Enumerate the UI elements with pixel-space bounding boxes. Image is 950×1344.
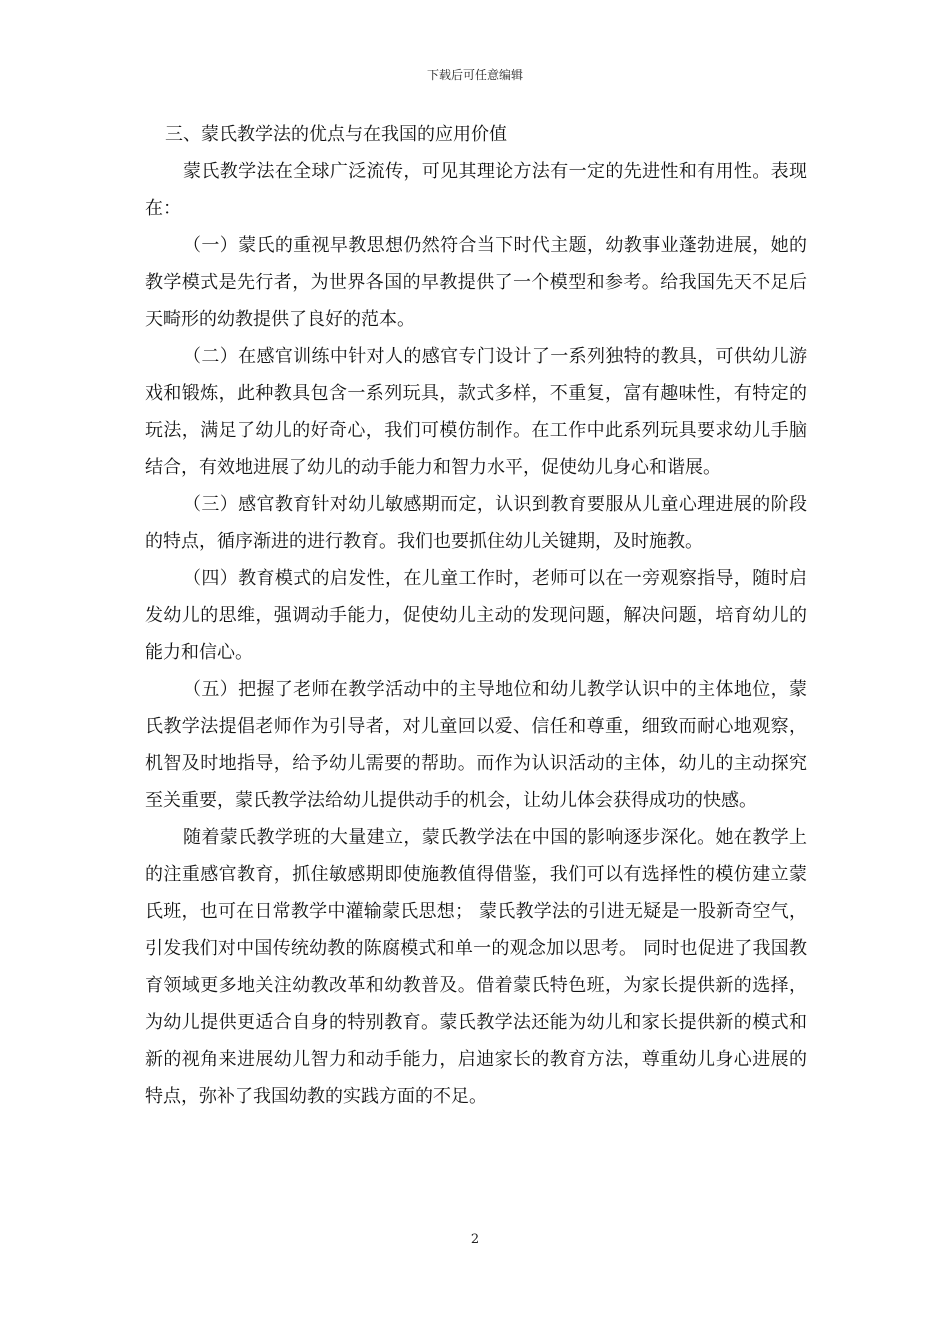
- page-header: 下载后可任意编辑: [426, 68, 523, 82]
- paragraph-point-5: （五）把握了老师在教学活动中的主导地位和幼儿教学认识中的主体地位，蒙氏教学法提倡老师作为引导者，对儿童回以爱、信任和尊重，细致而耐心地观察，机智及时地指导，给予幼儿需要的帮助。而作为认识活动的主体，幼儿的主动探究至关重要，蒙氏教学法给幼儿提供动手的机会，让幼儿体会获得成功的快感。: [145, 679, 807, 811]
- paragraph-intro: 蒙氏教学法在全球广泛流传，可见其理论方法有一定的先进性和有用性。表现在：: [145, 161, 807, 219]
- document-body: [145, 116, 807, 1115]
- section-heading: 三、蒙氏教学法的优点与在我国的应用价值: [165, 124, 507, 145]
- page-number: 2: [470, 1232, 480, 1247]
- paragraph-point-1: （一）蒙氏的重视早教思想仍然符合当下时代主题，幼教事业蓬勃进展，她的教学模式是先行者，为世界各国的早教提供了一个模型和参考。给我国先天不足后天畸形的幼教提供了良好的范本。: [145, 235, 807, 330]
- paragraph-conclusion: 随着蒙氏教学班的大量建立，蒙氏教学法在中国的影响逐步深化。她在教学上的注重感官教育，抓住敏感期即使施教值得借鉴，我们可以有选择性的模仿建立蒙氏班，也可在日常教学中灌输蒙氏思想； 蒙氏教学法的引进无疑是一股新奇空气，引发我们对中国传统幼教的陈腐模式和单一的观念加以思考。 同时也促进了我国教育领域更多地关注幼教改革和幼教普及。借着蒙氏特色班，为家长提供新的选择，为幼儿提供更适合自身的特别教育。蒙氏教学法还能为幼儿和家长提供新的模式和新的视角来进展幼儿智力和动手能力，启迪家长的教育方法，尊重幼儿身心进展的特点，弥补了我国幼教的实践方面的不足。: [145, 827, 807, 1107]
- paragraph-point-4: （四）教育模式的启发性，在儿童工作时，老师可以在一旁观察指导，随时启发幼儿的思维，强调动手能力，促使幼儿主动的发现问题，解决问题，培育幼儿的能力和信心。: [145, 568, 807, 663]
- paragraph-point-3: （三）感官教育针对幼儿敏感期而定，认识到教育要服从儿童心理进展的阶段的特点，循序渐进的进行教育。我们也要抓住幼儿关键期，及时施教。: [145, 494, 807, 552]
- paragraph-point-2: （二）在感官训练中针对人的感官专门设计了一系列独特的教具，可供幼儿游戏和锻炼，此种教具包含一系列玩具，款式多样，不重复，富有趣味性，有特定的玩法，满足了幼儿的好奇心，我们可模仿制作。在工作中此系列玩具要求幼儿手脑结合，有效地进展了幼儿的动手能力和智力水平，促使幼儿身心和谐展。: [145, 346, 807, 478]
